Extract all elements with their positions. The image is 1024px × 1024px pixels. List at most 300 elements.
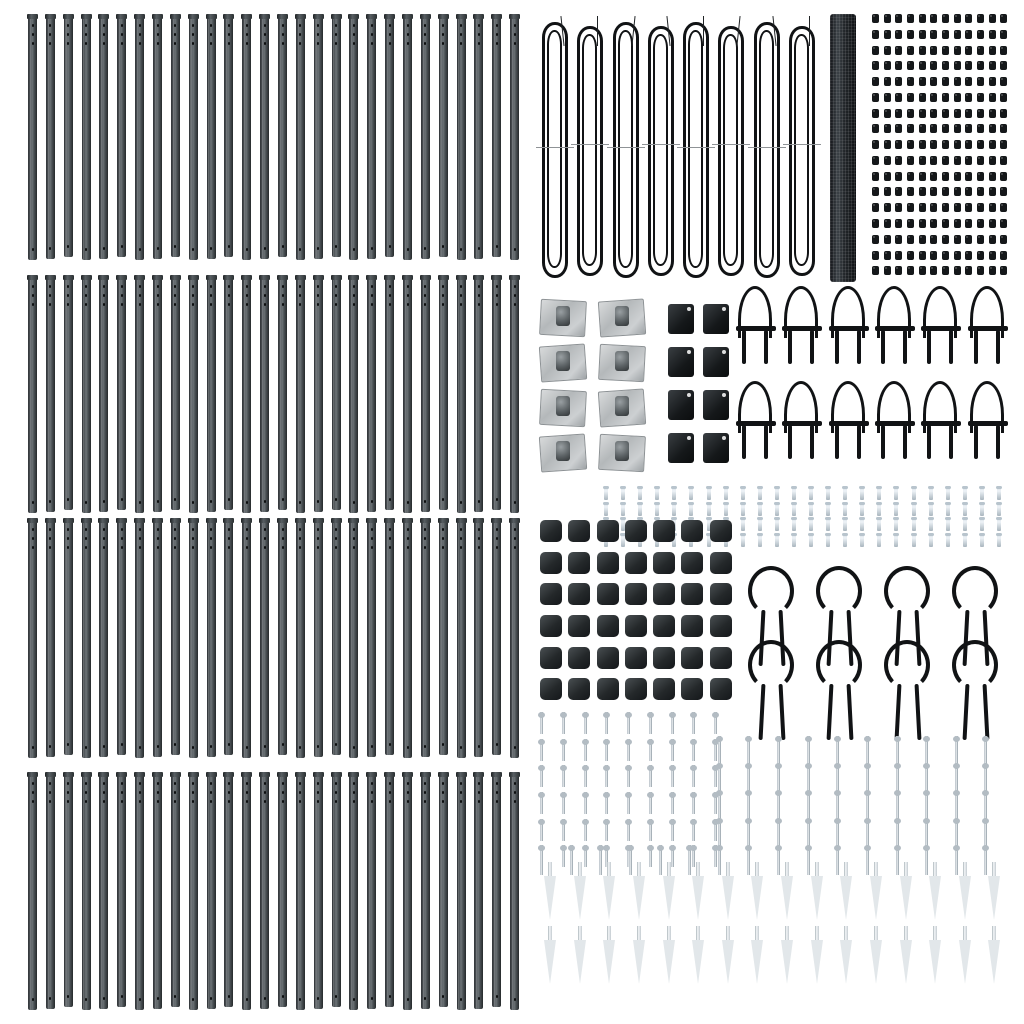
nail-head (712, 712, 719, 718)
spacer-block (710, 552, 732, 574)
post-hole (335, 537, 337, 540)
screw-head (996, 486, 1002, 489)
fence-post (135, 518, 144, 758)
fixing-clip (884, 93, 891, 102)
post-hole (139, 746, 141, 749)
spacer-block-group (540, 520, 738, 710)
post-hole (157, 745, 159, 748)
nail-head (864, 818, 871, 824)
screw-head (859, 502, 865, 505)
spacer-block (681, 615, 703, 637)
fixing-clip (895, 187, 902, 196)
post-cap (152, 772, 163, 777)
post-hole (496, 791, 498, 794)
post-hole (514, 42, 516, 45)
fixing-clip (907, 156, 914, 165)
fence-post (492, 275, 501, 510)
screw-head (774, 502, 780, 505)
fixing-clip (977, 203, 984, 212)
fence-post (278, 518, 287, 755)
post-hole (353, 501, 355, 504)
post-hole (282, 528, 284, 531)
post-hole (210, 24, 212, 27)
fixing-clip (942, 77, 949, 86)
screw-head (637, 502, 643, 505)
post-hole (514, 33, 516, 36)
post-hole (496, 303, 498, 306)
fixing-clip (1000, 251, 1007, 260)
nail-head (603, 712, 610, 718)
post-hole (389, 24, 391, 27)
post-cap (170, 772, 181, 777)
post-hole (407, 42, 409, 45)
post-hole (389, 285, 391, 288)
post-hole (264, 500, 266, 503)
fixing-clip (907, 61, 914, 70)
nail-head (775, 736, 782, 742)
fence-post (224, 14, 233, 257)
wire-coil-inner (759, 30, 774, 268)
fixing-clip (1000, 77, 1007, 86)
fence-post (510, 275, 519, 513)
post-hole (353, 528, 355, 531)
post-hole (157, 500, 159, 503)
fixing-clip (895, 30, 902, 39)
post-cap (313, 518, 324, 523)
fixing-clip (965, 77, 972, 86)
clamp-leg (810, 330, 814, 364)
post-hole (264, 528, 266, 531)
post-hole (317, 745, 319, 748)
nail-head (982, 763, 989, 769)
post-cap (134, 14, 145, 19)
post-hole (282, 800, 284, 803)
fixing-clip (1000, 187, 1007, 196)
spike-body (781, 940, 793, 984)
spike-body (840, 940, 852, 984)
fence-post (367, 275, 376, 512)
nail-head (647, 712, 654, 718)
wire-coil-inner (653, 34, 668, 266)
post-hole (282, 498, 284, 501)
post-hole (246, 294, 248, 297)
fence-post (385, 275, 394, 510)
post-cap (63, 772, 74, 777)
fence-post (367, 772, 376, 1009)
post-hole (103, 303, 105, 306)
fixing-clip (942, 61, 949, 70)
post-cap (402, 275, 413, 280)
fixing-clip (919, 235, 926, 244)
post-cap (223, 772, 234, 777)
post-hole (282, 995, 284, 998)
post-hole (371, 997, 373, 1000)
post-cap (456, 518, 467, 523)
clamp-leg (742, 330, 746, 364)
post-hole (246, 746, 248, 749)
post-clamp (875, 286, 915, 366)
post-clamp (829, 286, 869, 366)
post-hole (139, 537, 141, 540)
spacer-block (710, 647, 732, 669)
nail-head (982, 790, 989, 796)
screw-head (945, 533, 951, 536)
screw-head (808, 517, 814, 520)
screw-head (996, 533, 1002, 536)
fixing-clip (907, 14, 914, 23)
post-cap (98, 14, 109, 19)
post-hole (246, 248, 248, 251)
post-hole (389, 294, 391, 297)
fixing-clip (954, 14, 961, 23)
screw-head (774, 486, 780, 489)
spacer-block (653, 520, 675, 542)
fixing-clip (919, 14, 926, 23)
fence-post (46, 518, 55, 757)
post-cap (456, 14, 467, 19)
post-cap (509, 518, 520, 523)
nail-head (597, 845, 604, 851)
fence-post (314, 518, 323, 757)
post-hole (210, 294, 212, 297)
post-hole (282, 24, 284, 27)
post-hole (335, 245, 337, 248)
fence-post (242, 275, 251, 513)
screw-head (893, 486, 899, 489)
fence-post (332, 772, 341, 1007)
screw-head (740, 533, 746, 536)
fixing-clip (942, 156, 949, 165)
post-hole (478, 294, 480, 297)
post-hole (139, 248, 141, 251)
fixing-clip (919, 124, 926, 133)
hook-leg (983, 684, 990, 740)
post-cap (438, 772, 449, 777)
rolled-wire-mesh (830, 14, 856, 282)
spike-body (663, 940, 675, 984)
post-hole (228, 995, 230, 998)
post-hole (335, 285, 337, 288)
spacer-block (597, 647, 619, 669)
post-hole (103, 782, 105, 785)
post-hole (371, 247, 373, 250)
spike-body (929, 876, 941, 920)
fixing-clip (954, 46, 961, 55)
hook-leg (895, 684, 902, 740)
post-hole (228, 245, 230, 248)
clamp-leg (927, 330, 931, 364)
fence-post (207, 14, 216, 259)
fixing-clip (930, 30, 937, 39)
post-hole (32, 42, 34, 45)
post-hole (371, 285, 373, 288)
fixing-clip (942, 109, 949, 118)
post-hole (407, 782, 409, 785)
fence-post (64, 518, 73, 755)
post-hole (32, 248, 34, 251)
screw-head (962, 533, 968, 536)
fixing-clip (942, 140, 949, 149)
post-hole (353, 537, 355, 540)
fence-post (224, 275, 233, 510)
post-hole (389, 995, 391, 998)
fence-post (314, 772, 323, 1009)
post-hole (371, 791, 373, 794)
pole-row-3 (28, 518, 528, 758)
post-cap (473, 518, 484, 523)
spacer-block (597, 583, 619, 605)
post-hole (264, 997, 266, 1000)
post-hole (103, 285, 105, 288)
clamp-leg (949, 425, 953, 459)
post-cap (152, 275, 163, 280)
spacer-block (568, 520, 590, 542)
post-hole (210, 500, 212, 503)
post-cap (63, 518, 74, 523)
screw-head (996, 517, 1002, 520)
wire-hook (946, 640, 1004, 750)
post-hole (121, 498, 123, 501)
coil-tie-wire (783, 144, 821, 145)
nail-head (894, 736, 901, 742)
nail-head (625, 712, 632, 718)
post-hole (32, 33, 34, 36)
fixing-clip (872, 124, 879, 133)
post-hole (407, 501, 409, 504)
fixing-clip (884, 124, 891, 133)
fixing-clip (965, 109, 972, 118)
fixing-clip (977, 46, 984, 55)
fence-post (403, 14, 412, 260)
post-hole (228, 528, 230, 531)
post-cap (331, 772, 342, 777)
post-hole (496, 537, 498, 540)
post-cap (295, 772, 306, 777)
screw-head (825, 533, 831, 536)
nail-head (923, 845, 930, 851)
post-hole (139, 24, 141, 27)
post-cap (438, 275, 449, 280)
fence-post (492, 518, 501, 755)
post-hole (246, 24, 248, 27)
fence-post (28, 772, 37, 1010)
post-cap (384, 275, 395, 280)
post-hole (371, 294, 373, 297)
post-hole (282, 285, 284, 288)
post-hole (407, 24, 409, 27)
screw-head (996, 502, 1002, 505)
fence-post (207, 772, 216, 1009)
wire-coil-inner (794, 34, 809, 266)
post-hole (246, 42, 248, 45)
spacer-block (568, 583, 590, 605)
post-hole (85, 800, 87, 803)
post-hole (460, 285, 462, 288)
post-hole (371, 33, 373, 36)
post-hole (121, 537, 123, 540)
fixing-clip (954, 203, 961, 212)
post-cap (295, 275, 306, 280)
post-hole (32, 285, 34, 288)
fixing-clip (954, 251, 961, 260)
post-hole (246, 303, 248, 306)
post-cap (313, 275, 324, 280)
nail-head (805, 818, 812, 824)
fence-post (135, 772, 144, 1010)
spacer-block (653, 552, 675, 574)
post-hole (85, 285, 87, 288)
post-cap (456, 772, 467, 777)
post-hole (85, 42, 87, 45)
nail-head (834, 763, 841, 769)
nail-head (894, 845, 901, 851)
post-cap (384, 518, 395, 523)
post-hole (103, 745, 105, 748)
fence-post (492, 772, 501, 1007)
fixing-clip (977, 77, 984, 86)
clamp-leg (903, 330, 907, 364)
coil-tie-wire (607, 147, 645, 148)
fixing-clip (989, 61, 996, 70)
post-hole (335, 303, 337, 306)
long-nail-group (540, 736, 1014, 872)
post-hole (496, 782, 498, 785)
spike-body (870, 876, 882, 920)
post-hole (335, 42, 337, 45)
fence-post (260, 772, 269, 1009)
spacer-block (597, 615, 619, 637)
fixing-clip (965, 14, 972, 23)
fixing-clip (965, 266, 972, 275)
post-hole (335, 294, 337, 297)
post-hole (353, 800, 355, 803)
post-hole (407, 33, 409, 36)
fixing-clip (965, 46, 972, 55)
post-hole (139, 501, 141, 504)
fixing-clip (989, 46, 996, 55)
fixing-clip (977, 235, 984, 244)
fixing-clip (919, 187, 926, 196)
post-hole (317, 500, 319, 503)
post-hole (460, 303, 462, 306)
fence-post (28, 14, 37, 260)
fixing-clip (942, 124, 949, 133)
fixing-clip (907, 187, 914, 196)
fixing-clip (977, 30, 984, 39)
fixing-clip (954, 77, 961, 86)
clamp-leg (764, 330, 768, 364)
nail-head (716, 818, 723, 824)
post-hole (478, 546, 480, 549)
spike-body (988, 876, 1000, 920)
fence-post (349, 518, 358, 758)
fixing-clip (954, 140, 961, 149)
screw-head (757, 517, 763, 520)
post-cap (348, 518, 359, 523)
fence-post (242, 772, 251, 1010)
fixing-clip (919, 30, 926, 39)
post-hole (139, 528, 141, 531)
fence-post (207, 518, 216, 757)
post-hole (460, 746, 462, 749)
post-cap (259, 772, 270, 777)
hook-leg (759, 684, 766, 740)
fence-post (135, 14, 144, 260)
post-cap (402, 14, 413, 19)
post-cap (277, 772, 288, 777)
screw-head (876, 533, 882, 536)
post-hole (353, 24, 355, 27)
fixing-clip (954, 219, 961, 228)
fixing-clip (954, 30, 961, 39)
post-hole (32, 501, 34, 504)
post-hole (228, 791, 230, 794)
post-hole (85, 248, 87, 251)
screw-head (791, 533, 797, 536)
fence-post (64, 772, 73, 1007)
block-clamp (668, 433, 694, 463)
fence-post (153, 14, 162, 259)
spacer-block (540, 647, 562, 669)
fixing-clip (872, 156, 879, 165)
pole-row-1 (28, 14, 528, 260)
hook-leg (779, 684, 786, 740)
fence-post (153, 275, 162, 512)
screw-head (979, 533, 985, 536)
spike-body (811, 876, 823, 920)
post-hole (514, 294, 516, 297)
screw-head (808, 533, 814, 536)
fixing-clip (884, 203, 891, 212)
post-hole (246, 528, 248, 531)
fence-post (314, 14, 323, 259)
fixing-clip (1000, 172, 1007, 181)
post-hole (389, 743, 391, 746)
fence-post (99, 14, 108, 259)
fixing-clip (919, 203, 926, 212)
nail-head (894, 818, 901, 824)
post-hole (282, 42, 284, 45)
post-hole (407, 537, 409, 540)
fixing-clip (872, 187, 879, 196)
post-cap (98, 772, 109, 777)
post-cap (188, 772, 199, 777)
post-hole (282, 791, 284, 794)
post-hole (335, 24, 337, 27)
spacer-block (540, 678, 562, 700)
fence-post (296, 275, 305, 513)
fixing-clip (954, 93, 961, 102)
fixing-clip (942, 266, 949, 275)
hook-ring (952, 566, 998, 616)
fence-post (457, 772, 466, 1010)
post-hole (103, 528, 105, 531)
post-hole (85, 998, 87, 1001)
fence-post (46, 772, 55, 1009)
fixing-clip (965, 203, 972, 212)
fixing-clip (942, 187, 949, 196)
screw-head (706, 486, 712, 489)
fixing-clip (872, 235, 879, 244)
screw-head (688, 502, 694, 505)
nail-head (864, 763, 871, 769)
post-cap (45, 518, 56, 523)
post-cap (241, 275, 252, 280)
spike-body (544, 876, 556, 920)
nail-head (716, 736, 723, 742)
fixing-clip (895, 203, 902, 212)
post-hole (460, 294, 462, 297)
